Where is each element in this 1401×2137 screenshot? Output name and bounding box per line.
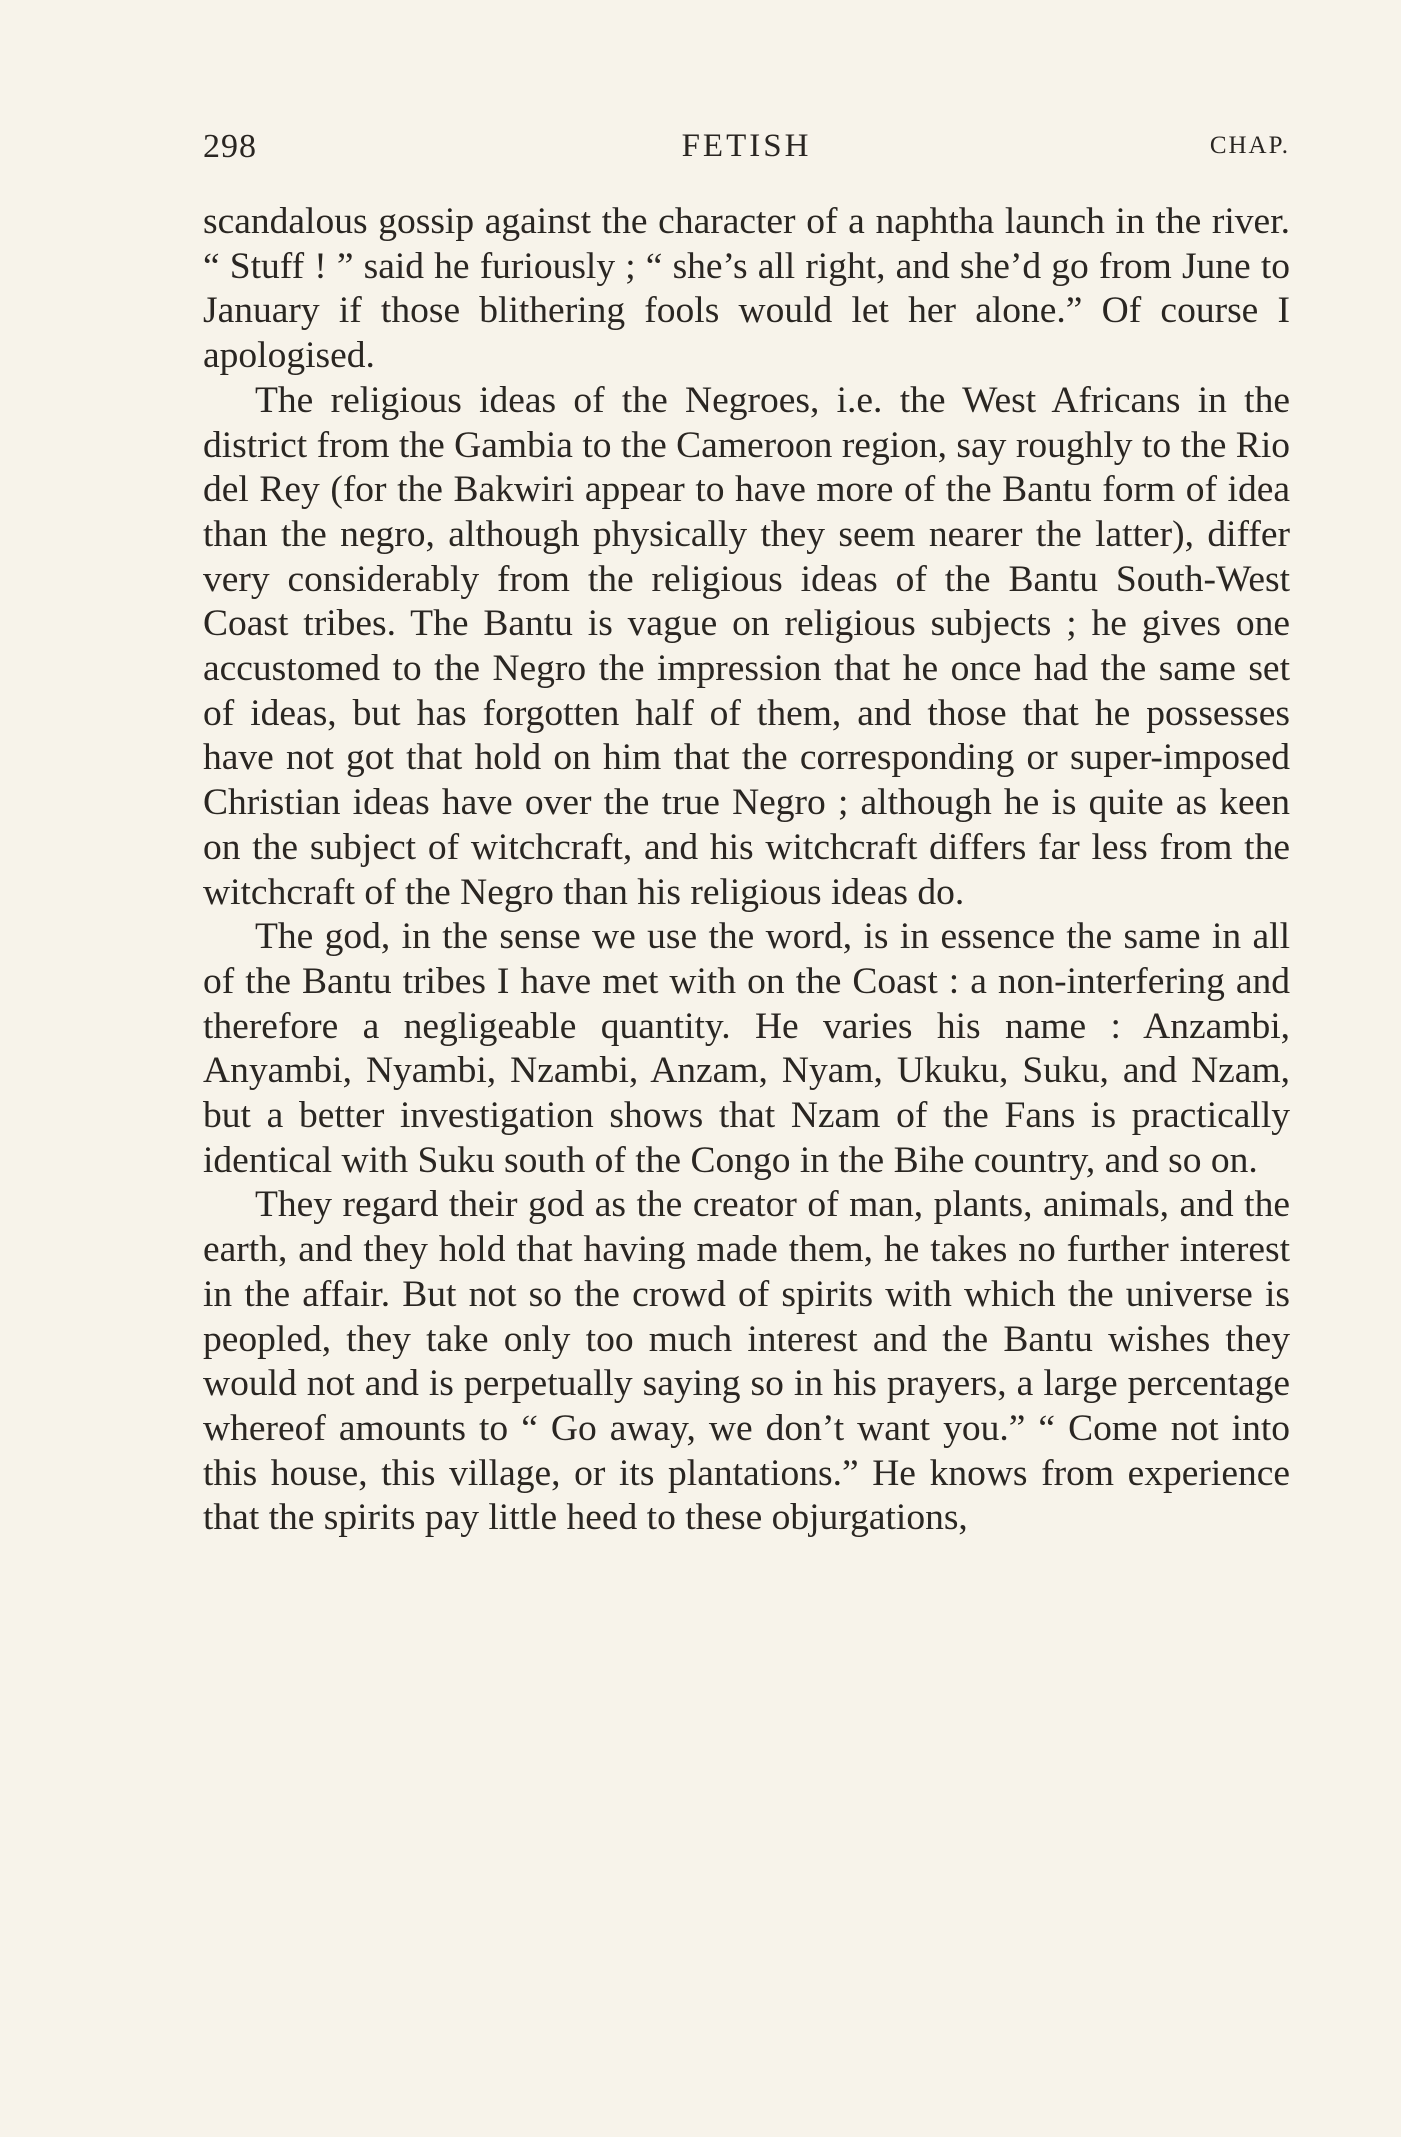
page-number: 298 xyxy=(203,128,257,165)
paragraph-continued: scandalous gossip against the character of a naphtha launch in the river. “ Stuff ! ” said he furiously ; “ she’s all right, and she’d go from June to January if those blithering fools would let her alone.” Of course I apologised. xyxy=(203,201,1290,377)
chapter-label: CHAP. xyxy=(1209,132,1290,159)
paragraph-creator: They regard their god as the creator of man, plants, animals, and the earth, and they hold that having made them, he takes no further interest in the affair. But not so the crowd of spirits with which the universe is peopled, they take only too much interest and the Bantu wishes they would not and is perpetually saying so in his prayers, a large percentage whereof amounts to “ Go away, we don’t want you.” “ Come not into this house, this village, or its plantations.” He knows from experience that the spirits pay little heed to these objurgations, xyxy=(203,1184,1290,1539)
running-title: FETISH xyxy=(681,128,812,164)
paragraph-religious-ideas: The religious ideas of the Negroes, i.e. the West Africans in the district from the Gambia to the Cameroon region, say roughly to the Rio del Rey (for the Bakwiri appear to have more of the Bantu form of idea than the negro, although physically they seem nearer the latter), differ very considerably from the religious ideas of the Bantu South-West Coast tribes. The Bantu is vague on religious subjects ; he gives one accustomed to the Negro the impression that he once had the same set of ideas, but has forgotten half of them, and those that he possesses have not got that hold on him that the corresponding or super-imposed Christian ideas have over the true Negro ; although he is quite as keen on the subject of witchcraft, and his witchcraft differs far less from the witchcraft of the Negro than his religious ideas do. xyxy=(203,379,1290,913)
body-text xyxy=(203,200,1290,1541)
paragraph-the-god: The god, in the sense we use the word, is in essence the same in all of the Bantu tribes I have met with on the Coast : a non-interfering and therefore a negligeable quantity. He varies his name : Anzambi, Anyambi, Nyambi, Nzambi, Anzam, Nyam, Ukuku, Suku, and Nzam, but a better investigation shows that Nzam of the Fans is practically identical with Suku south of the Congo in the Bihe country, and so on. xyxy=(203,916,1290,1181)
running-head xyxy=(203,128,1290,178)
